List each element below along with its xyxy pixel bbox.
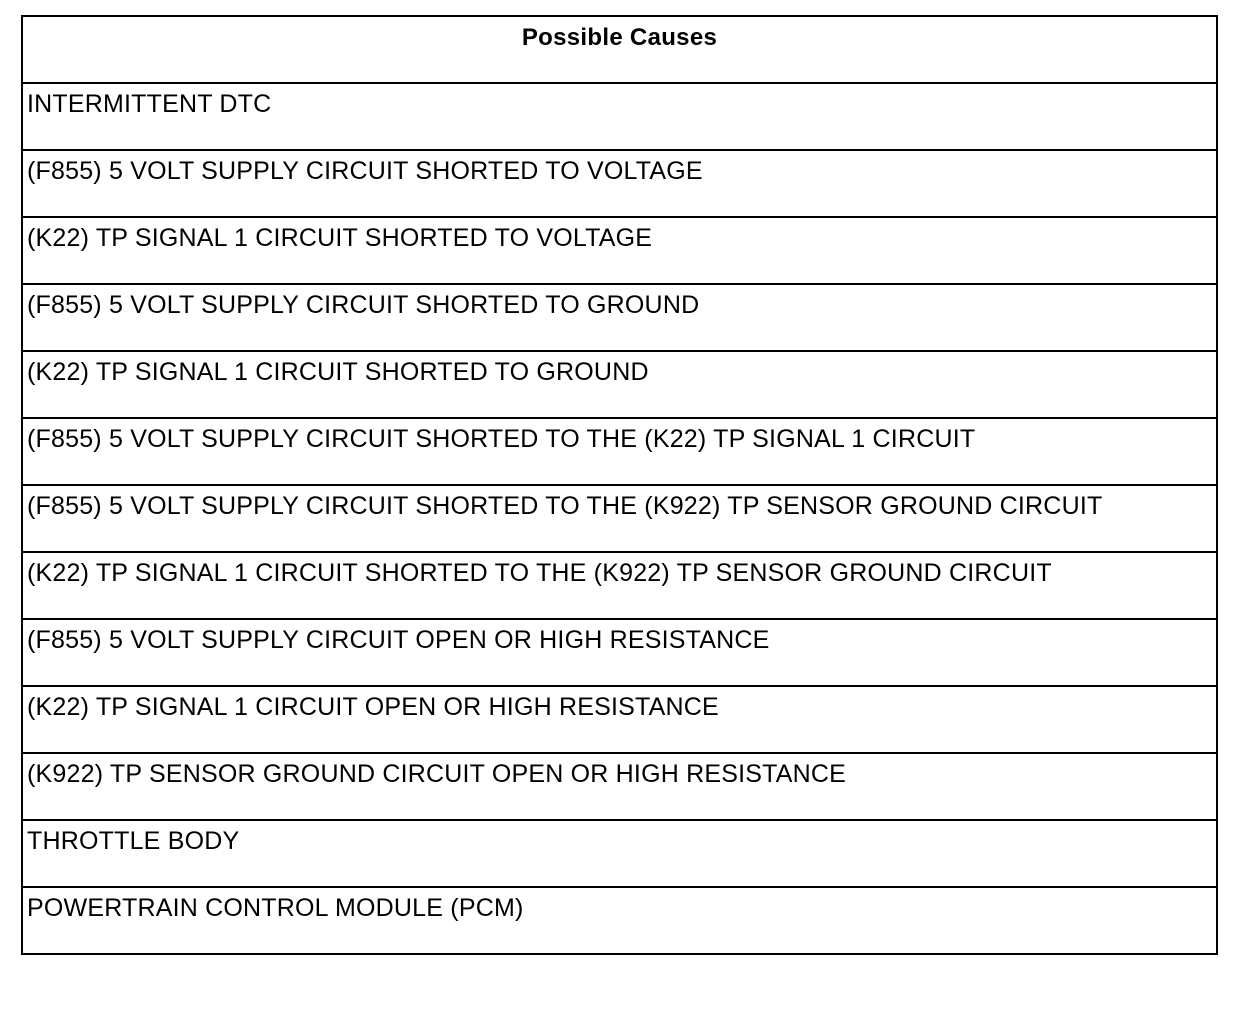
possible-causes-table	[21, 15, 1218, 955]
table-row	[22, 351, 1217, 418]
table-row	[22, 753, 1217, 820]
table-row	[22, 217, 1217, 284]
cause-cell: POWERTRAIN CONTROL MODULE (PCM)	[22, 887, 1217, 954]
table-row	[22, 150, 1217, 217]
cause-cell: (F855) 5 VOLT SUPPLY CIRCUIT SHORTED TO VOLTAGE	[22, 150, 1217, 217]
table-row	[22, 552, 1217, 619]
cause-cell: (F855) 5 VOLT SUPPLY CIRCUIT SHORTED TO THE (K22) TP SIGNAL 1 CIRCUIT	[22, 418, 1217, 485]
cause-cell: (K22) TP SIGNAL 1 CIRCUIT SHORTED TO VOLTAGE	[22, 217, 1217, 284]
table-row	[22, 83, 1217, 150]
cause-cell: INTERMITTENT DTC	[22, 83, 1217, 150]
cause-cell: (F855) 5 VOLT SUPPLY CIRCUIT OPEN OR HIGH RESISTANCE	[22, 619, 1217, 686]
table-row	[22, 418, 1217, 485]
cause-cell: (K22) TP SIGNAL 1 CIRCUIT SHORTED TO THE (K922) TP SENSOR GROUND CIRCUIT	[22, 552, 1217, 619]
table-row	[22, 887, 1217, 954]
cause-cell: (K22) TP SIGNAL 1 CIRCUIT OPEN OR HIGH RESISTANCE	[22, 686, 1217, 753]
cause-cell: (F855) 5 VOLT SUPPLY CIRCUIT SHORTED TO GROUND	[22, 284, 1217, 351]
table-row	[22, 820, 1217, 887]
column-header-possible-causes: Possible Causes	[22, 16, 1217, 83]
cause-cell: (K22) TP SIGNAL 1 CIRCUIT SHORTED TO GROUND	[22, 351, 1217, 418]
cause-cell: (F855) 5 VOLT SUPPLY CIRCUIT SHORTED TO THE (K922) TP SENSOR GROUND CIRCUIT	[22, 485, 1217, 552]
cause-cell: THROTTLE BODY	[22, 820, 1217, 887]
table-row	[22, 485, 1217, 552]
table-row	[22, 284, 1217, 351]
cause-cell: (K922) TP SENSOR GROUND CIRCUIT OPEN OR HIGH RESISTANCE	[22, 753, 1217, 820]
table-row	[22, 686, 1217, 753]
table-header-row	[22, 16, 1217, 83]
table-row	[22, 619, 1217, 686]
